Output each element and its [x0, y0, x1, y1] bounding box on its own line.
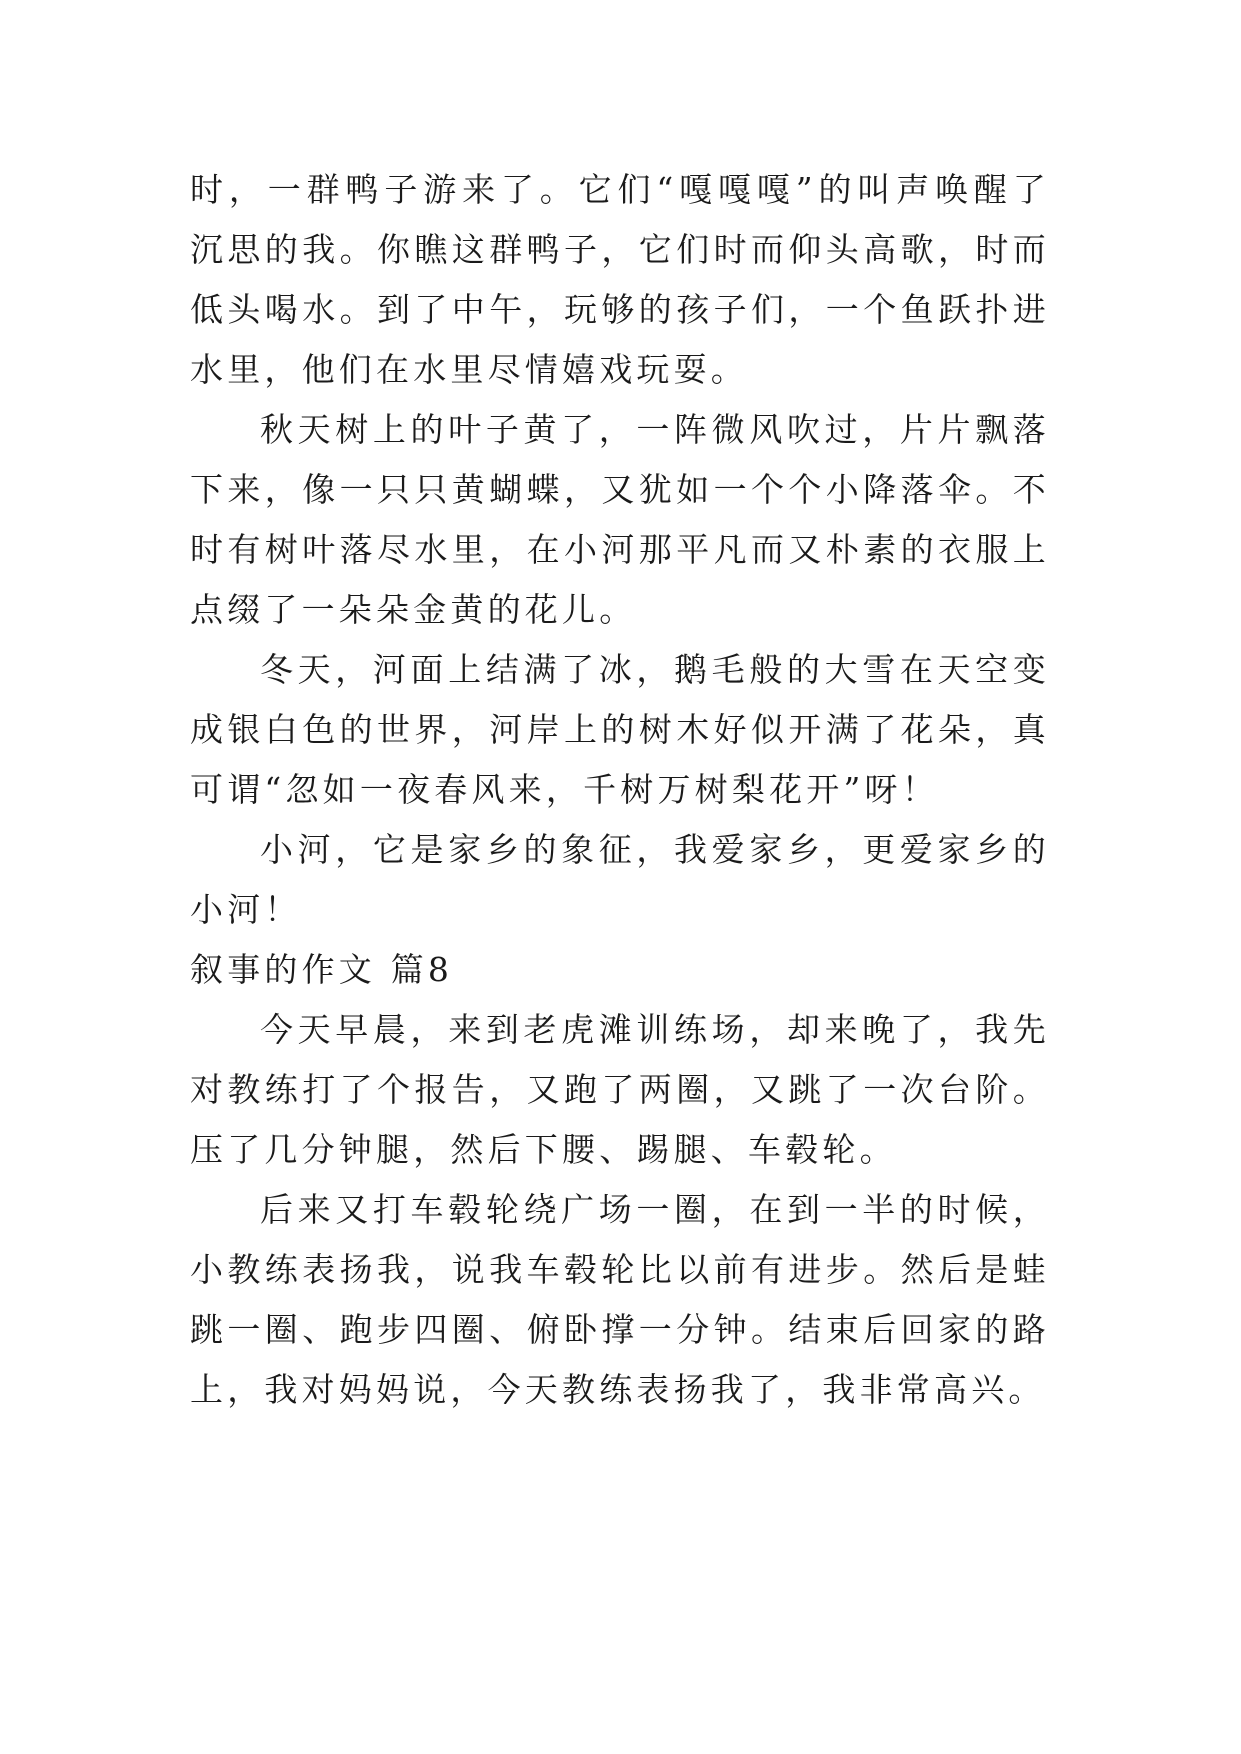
paragraph-winter: 冬天，河面上结满了冰，鹅毛般的大雪在天空变成银白色的世界，河岸上的树木好似开满了花朵，真可谓“忽如一夜春风来，千树万树梨花开”呀！	[190, 650, 1050, 809]
paragraph-morning-training: 今天早晨，来到老虎滩训练场，却来晚了，我先对教练打了个报告，又跑了两圈，又跳了一次台阶。压了几分钟腿，然后下腰、踢腿、车毂轮。	[190, 1010, 1050, 1169]
paragraph-river-conclusion: 小河，它是家乡的象征，我爱家乡，更爱家乡的小河！	[190, 830, 1050, 929]
paragraph-summer-ducks: 时，一群鸭子游来了。它们“嘎嘎嘎”的叫声唤醒了沉思的我。你瞧这群鸭子，它们时而仰头高歌，时而低头喝水。到了中午，玩够的孩子们，一个鱼跃扑进水里，他们在水里尽情嬉戏玩耍。	[190, 170, 1050, 389]
paragraph-autumn: 秋天树上的叶子黄了，一阵微风吹过，片片飘落下来，像一只只黄蝴蝶，又犹如一个个小降落伞。不时有树叶落尽水里，在小河那平凡而又朴素的衣服上点缀了一朵朵金黄的花儿。	[190, 410, 1050, 629]
section-heading: 叙事的作文 篇8	[190, 950, 454, 989]
document-body	[190, 160, 1050, 1420]
paragraph-coach-praise: 后来又打车毂轮绕广场一圈，在到一半的时候，小教练表扬我，说我车毂轮比以前有进步。然后是蛙跳一圈、跑步四圈、俯卧撑一分钟。结束后回家的路上，我对妈妈说，今天教练表扬我了，我非常高兴。	[190, 1190, 1050, 1409]
